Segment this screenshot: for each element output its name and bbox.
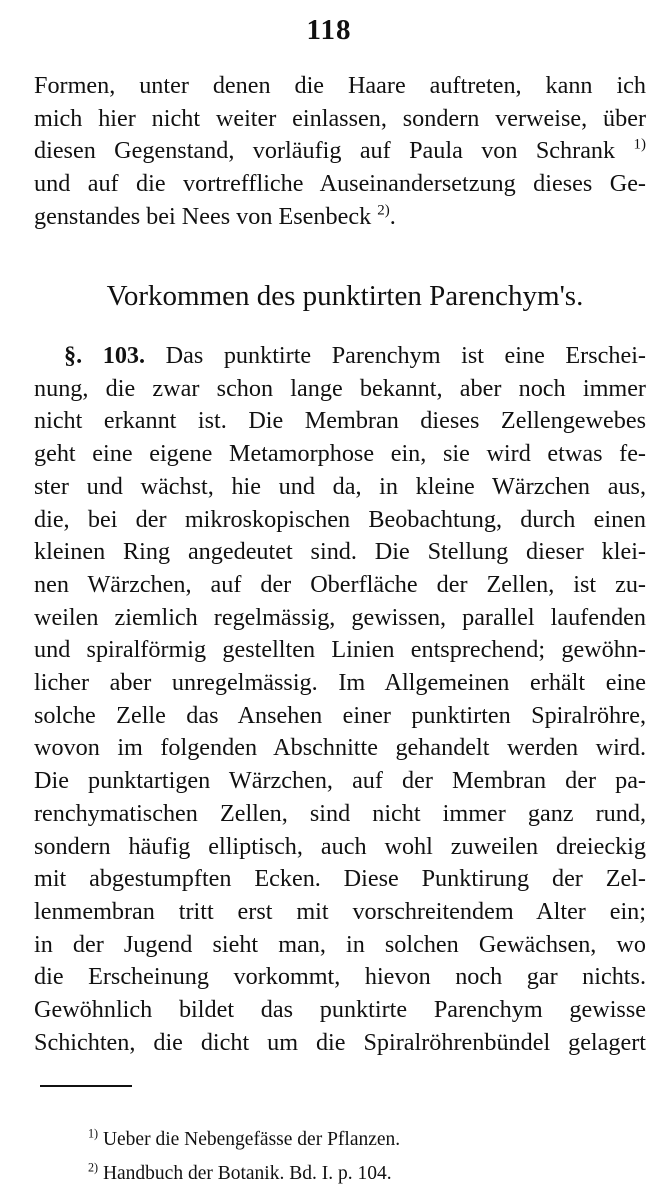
text-line: Formen, unter denen die Haare auftreten, kann ich (34, 72, 646, 99)
text-line: geht eine eigene Metamorphose ein, sie wird etwas fe- (34, 440, 646, 468)
text-line: kleinen Ring angedeutet sind. Die Stellung dieser klei- (34, 538, 646, 566)
text-line: weilen ziemlich regelmässig, gewissen, parallel laufenden (34, 603, 646, 631)
text-line-content: genstandes bei Nees von Esenbeck (34, 202, 372, 230)
section-heading: Vorkommen des punktirten Parenchym's. (106, 280, 584, 312)
text-line: nen Wärzchen, auf der Oberfläche der Zellen, ist zu- (34, 570, 646, 598)
text-line: Gewöhnlich bildet das punktirte Parenchym gewisse (34, 996, 646, 1024)
text-line: die Erscheinung vorkommt, hievon noch gar nichts. (34, 963, 646, 991)
text-line: wovon im folgenden Abschnitte gehandelt werden wird. (34, 734, 646, 762)
text-line: und spiralförmig gestellten Linien entsprechend; gewöhn- (34, 636, 646, 664)
text-line-content: Das punktirte Parenchym ist eine Erschei- (165, 342, 646, 369)
section-number: §. 103. (64, 342, 146, 369)
section-paragraph (34, 340, 646, 1059)
text-line (34, 135, 646, 168)
text-line: die, bei der mikroskopischen Beobachtung, durch einen (34, 505, 646, 533)
text-line-content: diesen Gegenstand, vorläufig auf Paula von Schrank (34, 137, 616, 165)
text-line: Die punktartigen Wärzchen, auf der Membran der pa- (34, 767, 646, 795)
text-line: ster und wächst, hie und da, in kleine Wärzchen aus, (34, 472, 646, 500)
sentence-period: . (389, 202, 396, 230)
footnote-marker: 2) (88, 1160, 99, 1175)
footnote-text: Handbuch der Botanik. Bd. I. p. 104. (102, 1163, 392, 1184)
page-number: 118 (306, 14, 352, 46)
footnote-2 (88, 1157, 608, 1191)
footnote-marker: 1) (88, 1126, 99, 1141)
intro-paragraph (34, 70, 646, 234)
text-line: Schichten, die dicht um die Spiralröhrenbündel gelagert (34, 1028, 646, 1056)
text-line: nicht erkannt ist. Die Membran dieses Zellengewebes (34, 407, 646, 435)
text-line (34, 201, 646, 234)
text-line: solche Zelle das Ansehen einer punktirten Spiralröhre, (34, 701, 646, 729)
text-line: mit abgestumpften Ecken. Diese Punktirung der Zel- (34, 865, 646, 893)
footnote-reference-2: 2) (377, 202, 390, 219)
text-line: licher aber unregelmässig. Im Allgemeinen erhält eine (34, 669, 646, 697)
footnote-text: Ueber die Nebengefässe der Pflanzen. (102, 1129, 401, 1150)
footnote-reference-1: 1) (633, 137, 647, 154)
footnotes (88, 1123, 608, 1191)
footnote-1 (88, 1123, 608, 1157)
text-line (34, 340, 646, 373)
text-line: sondern häufig elliptisch, auch wohl zuweilen dreieckig (34, 832, 646, 860)
text-line: und auf die vortreffliche Auseinandersetzung dieses Ge- (34, 170, 646, 198)
text-line: in der Jugend sieht man, in solchen Gewächsen, wo (34, 930, 646, 958)
text-line: nung, die zwar schon lange bekannt, aber noch immer (34, 374, 646, 402)
text-line: mich hier nicht weiter einlassen, sondern verweise, über (34, 104, 646, 132)
footnote-divider (40, 1085, 132, 1087)
text-line: lenmembran tritt erst mit vorschreitendem Alter ein; (34, 897, 646, 925)
text-line: renchymatischen Zellen, sind nicht immer ganz rund, (34, 799, 646, 827)
